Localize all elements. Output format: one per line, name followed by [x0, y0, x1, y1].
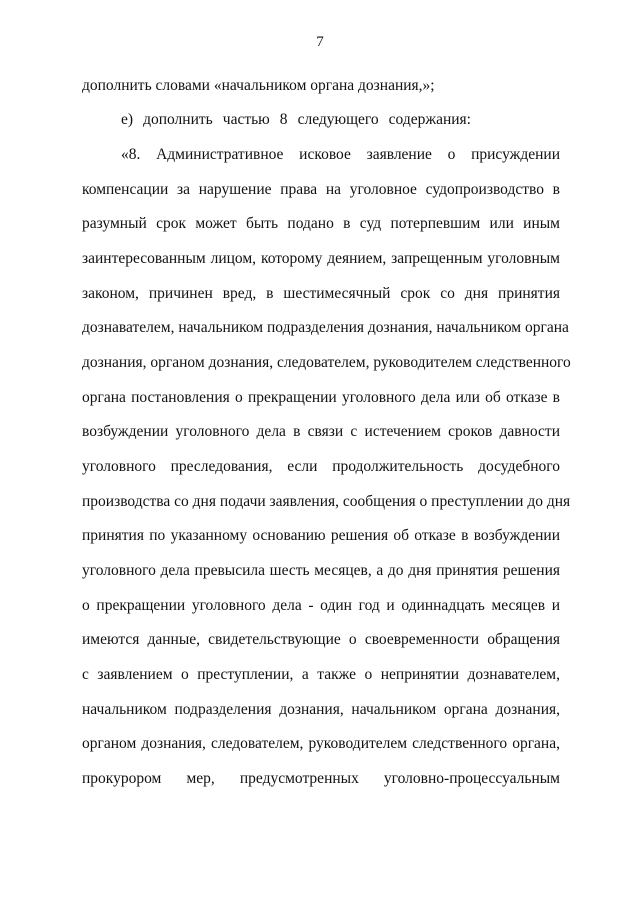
text-line: «8. Административное исковое заявление о присуждении	[121, 146, 560, 163]
text-line: начальником подразделения дознания, начальником органа дознания,	[82, 701, 560, 718]
text-line: уголовного дела превысила шесть месяцев, а до дня принятия решения	[82, 562, 560, 579]
text-line: дополнить словами «начальником органа дознания,»;	[82, 77, 435, 94]
text-line: органом дознания, следователем, руководителем следственного органа,	[82, 735, 560, 752]
text-line: о прекращении уголовного дела - один год и одиннадцать месяцев и	[82, 597, 560, 614]
text-line: прокурором мер, предусмотренных уголовно-процессуальным	[82, 770, 560, 787]
text-line: дознания, органом дознания, следователем, руководителем следственного	[82, 354, 571, 371]
text-line: возбуждении уголовного дела в связи с истечением сроков давности	[82, 423, 560, 440]
text-line: е) дополнить частью 8 следующего содержания:	[121, 111, 471, 128]
text-line: имеются данные, свидетельствующие о своевременности обращения	[82, 631, 560, 648]
text-line: органа постановления о прекращении уголовного дела или об отказе в	[82, 389, 560, 406]
page-number: 7	[316, 34, 324, 50]
text-line: компенсации за нарушение права на уголовное судопроизводство в	[82, 181, 560, 198]
text-line: дознавателем, начальником подразделения дознания, начальником органа	[82, 319, 569, 336]
text-line: заинтересованным лицом, которому деянием, запрещенным уголовным	[82, 250, 560, 267]
text-line: принятия по указанному основанию решения об отказе в возбуждении	[82, 527, 560, 544]
text-line: производства со дня подачи заявления, сообщения о преступлении до дня	[82, 493, 571, 510]
text-line: законом, причинен вред, в шестимесячный срок со дня принятия	[82, 285, 560, 302]
text-line: уголовного преследования, если продолжительность досудебного	[82, 458, 560, 475]
text-line: с заявлением о преступлении, а также о непринятии дознавателем,	[82, 666, 560, 683]
text-line: разумный срок может быть подано в суд потерпевшим или иным	[82, 215, 560, 232]
